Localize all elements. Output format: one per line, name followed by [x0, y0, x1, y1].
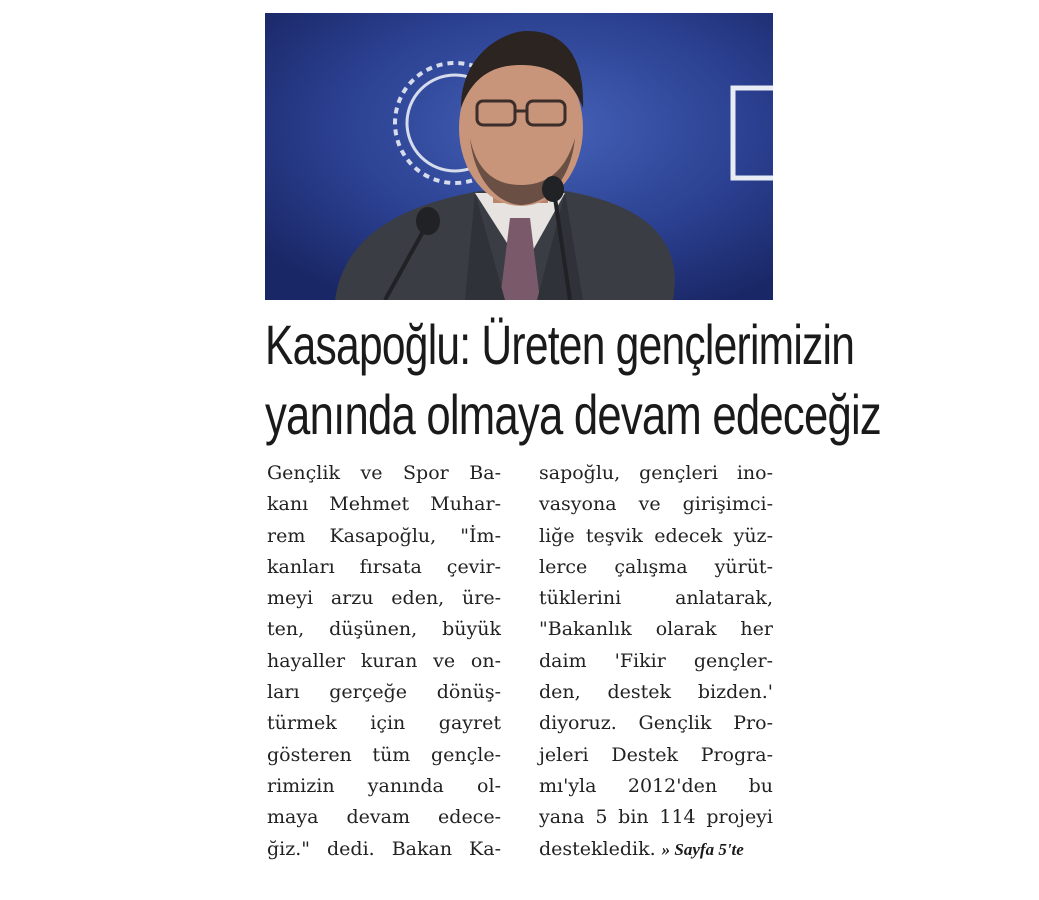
text-line: ten, düşünen, büyük	[267, 618, 501, 641]
text-line: tüklerini anlatarak,	[539, 587, 773, 610]
text-line: vasyona ve girişimci-	[539, 493, 773, 516]
last-text-line	[539, 834, 773, 865]
text-line: mı'yla 2012'den bu	[539, 774, 773, 797]
text-line: liğe teşvik edecek yüz-	[539, 524, 773, 547]
text-line: ğiz." dedi. Bakan Ka-	[267, 837, 501, 860]
headline	[265, 310, 881, 450]
text-line: Gençlik ve Spor Ba-	[267, 462, 501, 484]
headline-line-2: yanında olmaya devam edeceğiz	[265, 383, 881, 446]
text-line-end: destekledik.	[539, 837, 656, 860]
text-line: den, destek bizden.'	[539, 681, 773, 704]
text-line: rimizin yanında ol-	[267, 774, 501, 797]
text-line: maya devam edece-	[267, 806, 501, 829]
text-line: hayaller kuran ve on-	[267, 649, 501, 672]
text-line: türmek için gayret	[267, 712, 501, 735]
text-line: ları gerçeğe dönüş-	[267, 681, 501, 704]
text-line: daim 'Fikir gençler-	[539, 649, 773, 672]
text-line: rem Kasapoğlu, "İm-	[267, 524, 501, 547]
speaker-illustration	[265, 13, 773, 300]
text-line: diyoruz. Gençlik Pro-	[539, 712, 773, 735]
text-line: kanları fırsata çevir-	[267, 555, 501, 578]
text-line: sapoğlu, gençleri ino-	[539, 462, 773, 484]
text-line: meyi arzu eden, üre-	[267, 587, 501, 610]
text-line: "Bakanlık olarak her	[539, 618, 773, 641]
text-line: lerce çalışma yürüt-	[539, 555, 773, 578]
article-column-1	[267, 458, 501, 865]
article-photo	[265, 13, 773, 300]
headline-line-1: Kasapoğlu: Üreten gençlerimizin	[265, 313, 855, 376]
text-line: jeleri Destek Progra-	[539, 743, 773, 766]
text-line: yana 5 bin 114 projeyi	[539, 806, 773, 829]
text-line: gösteren tüm gençle-	[267, 743, 501, 766]
article-column-2	[539, 458, 773, 865]
page-reference-link[interactable]: » Sayfa 5'te	[661, 839, 744, 859]
text-line: kanı Mehmet Muhar-	[267, 493, 501, 516]
